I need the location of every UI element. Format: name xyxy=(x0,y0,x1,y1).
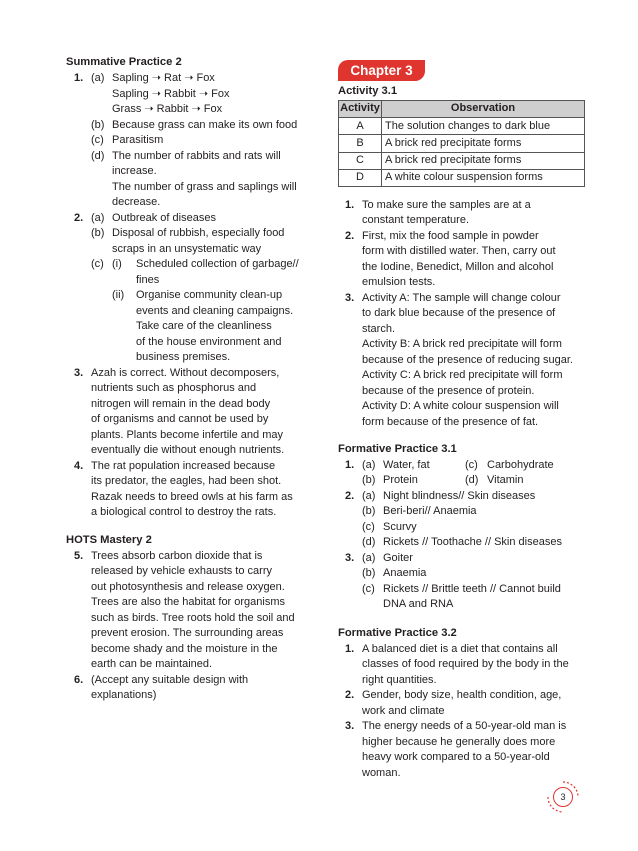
sub-sub-label: (ii) xyxy=(112,289,125,301)
answer-text: (Accept any suitable design with xyxy=(91,674,249,686)
answer-text: Razak needs to breed owls at his farm as xyxy=(91,491,293,503)
item-number: 2. xyxy=(345,490,355,502)
food-chain: Grass ➝ Rabbit ➝ Fox xyxy=(112,103,223,115)
answer-text: Beri-beri// Anaemia xyxy=(383,505,477,517)
answer-text: Rickets // Brittle teeth // Cannot build xyxy=(383,583,561,595)
answer-text: to dark blue because of the presence of xyxy=(362,307,556,319)
answer-text: A balanced diet is a diet that contains all xyxy=(362,643,558,655)
answer-text: Activity C: A brick red precipitate will form xyxy=(362,369,563,381)
answer-text: earth can be maintained. xyxy=(91,658,213,670)
sub-label: (a) xyxy=(362,459,376,471)
answer-text: Parasitism xyxy=(112,134,164,146)
item-number: 3. xyxy=(345,292,355,304)
answer-text: The number of rabbits and rats will xyxy=(112,150,281,162)
answer-text: Carbohydrate xyxy=(487,459,554,471)
answer-text: Take care of the cleanliness xyxy=(136,320,272,332)
answer-text: nutrients such as phosphorus and xyxy=(91,382,257,394)
item-number: 5. xyxy=(74,550,84,562)
answer-text: Activity B: A brick red precipitate will form xyxy=(362,338,562,350)
answer-text: To make sure the samples are at a xyxy=(362,199,531,211)
item-number: 6. xyxy=(74,674,84,686)
answer-text: released by vehicle exhausts to carry xyxy=(91,565,272,577)
table-cell: A xyxy=(339,118,382,135)
answer-text: heavy work compared to a 50-year-old xyxy=(362,751,550,763)
answer-text: classes of food required by the body in the xyxy=(362,658,569,670)
answer-text: prevent erosion. The surrounding areas xyxy=(91,627,284,639)
answer-text: Because grass can make its own food xyxy=(112,119,298,131)
answer-text: higher because he generally does more xyxy=(362,736,556,748)
answer-text: Scheduled collection of garbage// xyxy=(136,258,299,270)
sub-label: (d) xyxy=(362,536,376,548)
column-header: Observation xyxy=(382,101,585,118)
answer-text: the Iodine, Benedict, Millon and alcohol xyxy=(362,261,554,273)
answer-text: of organisms and cannot be used by xyxy=(91,413,269,425)
answer-text: fines xyxy=(136,274,160,286)
sub-label: (b) xyxy=(362,505,376,517)
sub-label: (c) xyxy=(91,134,104,146)
item-number: 3. xyxy=(74,367,84,379)
sub-label: (b) xyxy=(91,119,105,131)
answer-text: Water, fat xyxy=(383,459,430,471)
sub-label: (a) xyxy=(362,552,376,564)
table-cell: A brick red precipitate forms xyxy=(382,135,585,152)
answer-text: form because of the presence of fat. xyxy=(362,416,539,428)
table-cell: C xyxy=(339,152,382,169)
answer-text: a biological control to destroy the rats. xyxy=(91,506,277,518)
answer-text: out photosynthesis and release oxygen. xyxy=(91,581,285,593)
answer-text: increase. xyxy=(112,165,157,177)
activity-title: Activity 3.1 xyxy=(338,85,398,97)
table-cell: A brick red precipitate forms xyxy=(382,152,585,169)
formative-practice-3-2-title: Formative Practice 3.2 xyxy=(338,627,457,639)
item-number: 1. xyxy=(345,459,355,471)
table-cell: D xyxy=(339,169,382,186)
sub-label: (c) xyxy=(362,521,375,533)
answer-text: such as birds. Tree roots hold the soil and xyxy=(91,612,295,624)
answer-text: eventually die without enough nutrients. xyxy=(91,444,285,456)
answer-text: Azah is correct. Without decomposers, xyxy=(91,367,280,379)
column-header: Activity xyxy=(339,101,382,118)
answer-text: become shady and the moisture in the xyxy=(91,643,278,655)
sub-label: (b) xyxy=(362,567,376,579)
answer-text: starch. xyxy=(362,323,396,335)
table-row xyxy=(339,135,585,152)
sub-label: (a) xyxy=(91,212,105,224)
sub-label: (c) xyxy=(91,258,104,270)
item-number: 2. xyxy=(345,689,355,701)
answer-text: plants. Plants become infertile and may xyxy=(91,429,283,441)
answer-text: Outbreak of diseases xyxy=(112,212,216,224)
answer-text: Scurvy xyxy=(383,521,417,533)
item-number: 1. xyxy=(345,643,355,655)
table-cell: A white colour suspension forms xyxy=(382,169,585,186)
answer-text: The number of grass and saplings will xyxy=(112,181,297,193)
sub-label: (a) xyxy=(91,72,105,84)
food-chain: Sapling ➝ Rat ➝ Fox xyxy=(112,72,215,84)
food-chain: Sapling ➝ Rabbit ➝ Fox xyxy=(112,88,230,100)
answer-text: of the house environment and xyxy=(136,336,282,348)
answer-text: Goiter xyxy=(383,552,413,564)
answer-text: Organise community clean-up xyxy=(136,289,283,301)
answer-text: constant temperature. xyxy=(362,214,470,226)
answer-text: Rickets // Toothache // Skin diseases xyxy=(383,536,562,548)
answer-text: Trees are also the habitat for organisms xyxy=(91,596,286,608)
summative-practice-title: Summative Practice 2 xyxy=(66,56,182,68)
answer-text: woman. xyxy=(362,767,401,779)
answer-text: Activity D: A white colour suspension will xyxy=(362,400,559,412)
answer-text: nitrogen will remain in the dead body xyxy=(91,398,271,410)
answer-text: Anaemia xyxy=(383,567,427,579)
table-cell: B xyxy=(339,135,382,152)
sub-label: (b) xyxy=(91,227,105,239)
page-number: 3 xyxy=(553,787,573,807)
item-number: 2. xyxy=(345,230,355,242)
table-row xyxy=(339,169,585,186)
item-number: 1. xyxy=(74,72,84,84)
sub-label: (a) xyxy=(362,490,376,502)
item-number: 1. xyxy=(345,199,355,211)
answer-text: Activity A: The sample will change colour xyxy=(362,292,561,304)
answer-text: emulsion tests. xyxy=(362,276,436,288)
table-row xyxy=(339,118,585,135)
item-number: 3. xyxy=(345,720,355,732)
chapter-badge: Chapter 3 xyxy=(338,60,425,81)
answer-text: Gender, body size, health condition, age, xyxy=(362,689,562,701)
answer-text: business premises. xyxy=(136,351,231,363)
answer-text: its predator, the eagles, had been shot. xyxy=(91,475,282,487)
answer-text: work and climate xyxy=(362,705,445,717)
answer-text: Night blindness// Skin diseases xyxy=(383,490,536,502)
answer-text: right quantities. xyxy=(362,674,437,686)
answer-text: form with distilled water. Then, carry out xyxy=(362,245,556,257)
sub-sub-label: (i) xyxy=(112,258,122,270)
sub-label: (d) xyxy=(91,150,105,162)
table-row xyxy=(339,152,585,169)
answer-text: scraps in an unsystematic way xyxy=(112,243,262,255)
answer-text: events and cleaning campaigns. xyxy=(136,305,294,317)
answer-text: explanations) xyxy=(91,689,157,701)
answer-text: The rat population increased because xyxy=(91,460,276,472)
answer-text: Vitamin xyxy=(487,474,524,486)
sub-label: (c) xyxy=(465,459,478,471)
item-number: 4. xyxy=(74,460,84,472)
answer-text: The energy needs of a 50-year-old man is xyxy=(362,720,567,732)
answer-text: because of the presence of reducing sugar. xyxy=(362,354,573,366)
sub-label: (c) xyxy=(362,583,375,595)
answer-text: decrease. xyxy=(112,196,161,208)
answer-text: because of the presence of protein. xyxy=(362,385,535,397)
hots-mastery-title: HOTS Mastery 2 xyxy=(66,534,152,546)
answer-text: Trees absorb carbon dioxide that is xyxy=(91,550,263,562)
table-cell: The solution changes to dark blue xyxy=(382,118,585,135)
item-number: 3. xyxy=(345,552,355,564)
table-header-row xyxy=(339,101,585,118)
sub-label: (b) xyxy=(362,474,376,486)
item-number: 2. xyxy=(74,212,84,224)
answer-text: DNA and RNA xyxy=(383,598,454,610)
formative-practice-3-1-title: Formative Practice 3.1 xyxy=(338,443,457,455)
answer-text: First, mix the food sample in powder xyxy=(362,230,539,242)
answer-text: Protein xyxy=(383,474,418,486)
answer-text: Disposal of rubbish, especially food xyxy=(112,227,285,239)
activity-table xyxy=(338,100,585,187)
sub-label: (d) xyxy=(465,474,479,486)
